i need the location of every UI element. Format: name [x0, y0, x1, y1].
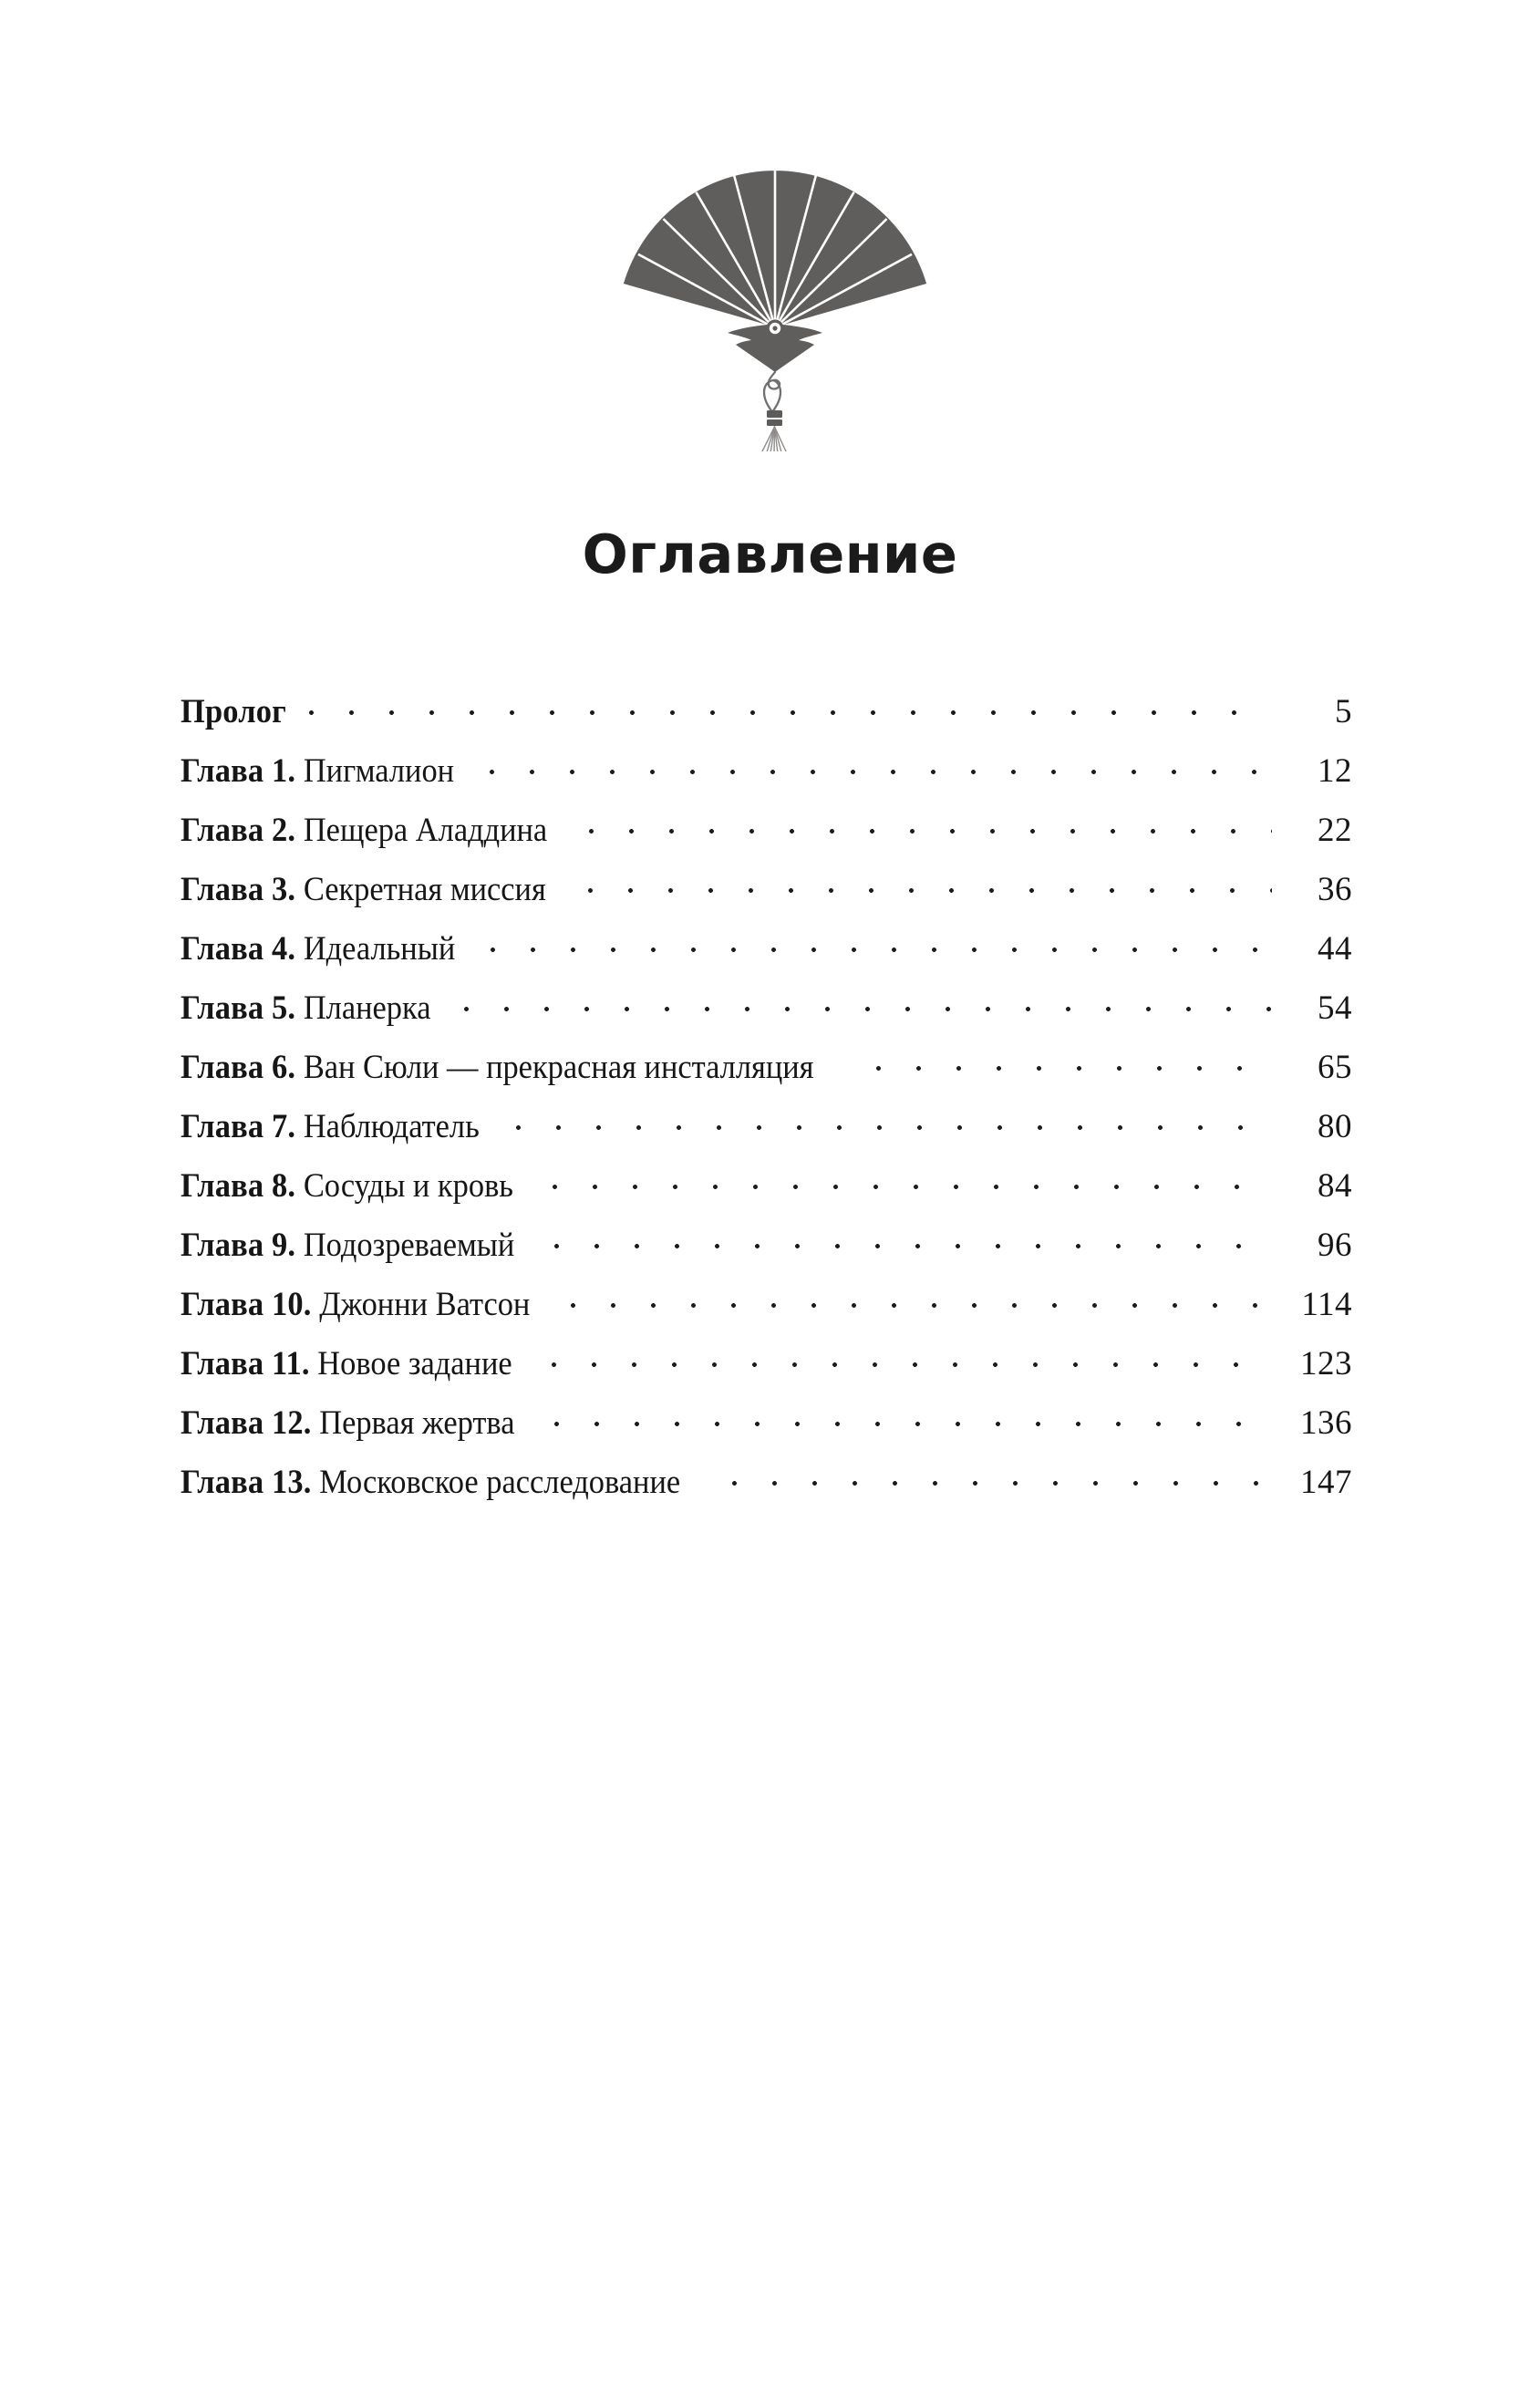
toc-entry[interactable]	[181, 860, 1352, 919]
toc-entry-title: Секретная миссия	[295, 871, 546, 908]
toc-entry-page-number: 96	[1318, 1227, 1352, 1264]
toc-entry[interactable]	[181, 919, 1352, 979]
toc-entry-chapter: Глава 12.	[181, 1404, 312, 1442]
toc-entry[interactable]	[181, 801, 1352, 860]
toc-entry-label	[181, 682, 286, 741]
toc-dot-leader	[516, 1103, 1272, 1137]
toc-entry[interactable]	[181, 1334, 1352, 1393]
toc-entry-label	[181, 1453, 680, 1512]
toc-entry-chapter: Глава 2.	[181, 812, 296, 849]
toc-entry[interactable]	[181, 1038, 1352, 1097]
toc-entry-title: Пещера Аладдина	[295, 812, 548, 849]
toc-entry-page-number: 12	[1318, 752, 1352, 790]
toc-entry-title: Подозреваемый	[295, 1227, 515, 1264]
toc-dot-leader	[554, 1222, 1272, 1256]
toc-entry-label	[181, 860, 546, 919]
toc-entry-chapter: Глава 6.	[181, 1049, 296, 1086]
toc-entry-page-number: 36	[1318, 871, 1352, 908]
toc-entry-label	[181, 1038, 814, 1097]
toc-entry-page-number: 54	[1318, 989, 1352, 1027]
toc-entry-label	[181, 1275, 530, 1334]
toc-entry-page-number: 65	[1318, 1049, 1352, 1086]
toc-dot-leader	[732, 1459, 1272, 1493]
toc-entry-page-number: 84	[1318, 1167, 1352, 1205]
toc-entry-page-number: 5	[1335, 693, 1352, 730]
toc-dot-leader	[876, 1044, 1272, 1078]
toc-dot-leader	[309, 689, 1272, 722]
toc-entry-label	[181, 919, 455, 979]
toc-dot-leader	[553, 1163, 1272, 1196]
toc-entry[interactable]	[181, 979, 1352, 1038]
fan-icon	[593, 150, 957, 451]
toc-entry-page-number: 22	[1318, 812, 1352, 849]
toc-entry-label	[181, 979, 430, 1038]
toc-dot-leader	[490, 748, 1272, 782]
toc-entry-label	[181, 1393, 514, 1453]
page-title: Оглавление	[582, 522, 958, 585]
toc-dot-leader	[491, 926, 1272, 959]
toc-entry-title: Джонни Ватсон	[311, 1286, 531, 1323]
toc-entry-chapter: Глава 1.	[181, 752, 296, 790]
toc-entry-page-number: 136	[1300, 1404, 1352, 1442]
toc-dot-leader	[571, 1281, 1272, 1315]
toc-entry-chapter: Глава 5.	[181, 989, 296, 1027]
toc-entry-page-number: 123	[1300, 1345, 1352, 1382]
toc-entry-label	[181, 1216, 514, 1275]
toc-dot-leader	[552, 1341, 1272, 1374]
toc-entry[interactable]	[181, 1156, 1352, 1216]
toc-entry-title: Сосуды и кровь	[295, 1167, 514, 1205]
toc-entry-label	[181, 1097, 480, 1156]
toc-dot-leader	[464, 985, 1272, 1019]
toc-entry-chapter: Глава 9.	[181, 1227, 296, 1264]
toc-entry-chapter: Глава 10.	[181, 1286, 312, 1323]
toc-entry[interactable]	[181, 741, 1352, 801]
toc-entry-label	[181, 1334, 512, 1393]
toc-entry-label	[181, 741, 454, 801]
toc-entry[interactable]	[181, 1216, 1352, 1275]
toc-entry-chapter: Глава 8.	[181, 1167, 296, 1205]
toc-entry-title: Идеальный	[295, 930, 456, 968]
toc-entry-chapter: Пролог	[181, 693, 286, 730]
toc-entry-title: Пигмалион	[295, 752, 455, 790]
toc-dot-leader	[554, 1400, 1272, 1434]
toc-entry[interactable]	[181, 682, 1352, 741]
toc-entry-title: Московское расследование	[311, 1464, 681, 1501]
table-of-contents	[181, 682, 1352, 1512]
toc-entry[interactable]	[181, 1275, 1352, 1334]
toc-entry[interactable]	[181, 1453, 1352, 1512]
toc-entry-page-number: 147	[1300, 1464, 1352, 1501]
toc-entry-label	[181, 1156, 513, 1216]
toc-entry-page-number: 80	[1318, 1108, 1352, 1145]
toc-entry-title: Планерка	[295, 989, 431, 1027]
toc-entry[interactable]	[181, 1097, 1352, 1156]
toc-entry-chapter: Глава 3.	[181, 871, 296, 908]
toc-entry-chapter: Глава 7.	[181, 1108, 296, 1145]
toc-entry-chapter: Глава 11.	[181, 1345, 310, 1382]
toc-entry[interactable]	[181, 1393, 1352, 1453]
toc-entry-title: Ван Сюли — прекрасная инсталляция	[295, 1049, 814, 1086]
toc-dot-leader	[588, 866, 1272, 900]
toc-entry-page-number: 44	[1318, 930, 1352, 968]
toc-entry-title: Первая жертва	[311, 1404, 515, 1442]
toc-entry-chapter: Глава 4.	[181, 930, 296, 968]
toc-entry-page-number: 114	[1301, 1286, 1352, 1323]
toc-dot-leader	[589, 807, 1272, 841]
toc-entry-title: Наблюдатель	[295, 1108, 480, 1145]
toc-entry-label	[181, 801, 547, 860]
toc-entry-chapter: Глава 13.	[181, 1464, 312, 1501]
toc-entry-title: Новое задание	[309, 1345, 512, 1382]
